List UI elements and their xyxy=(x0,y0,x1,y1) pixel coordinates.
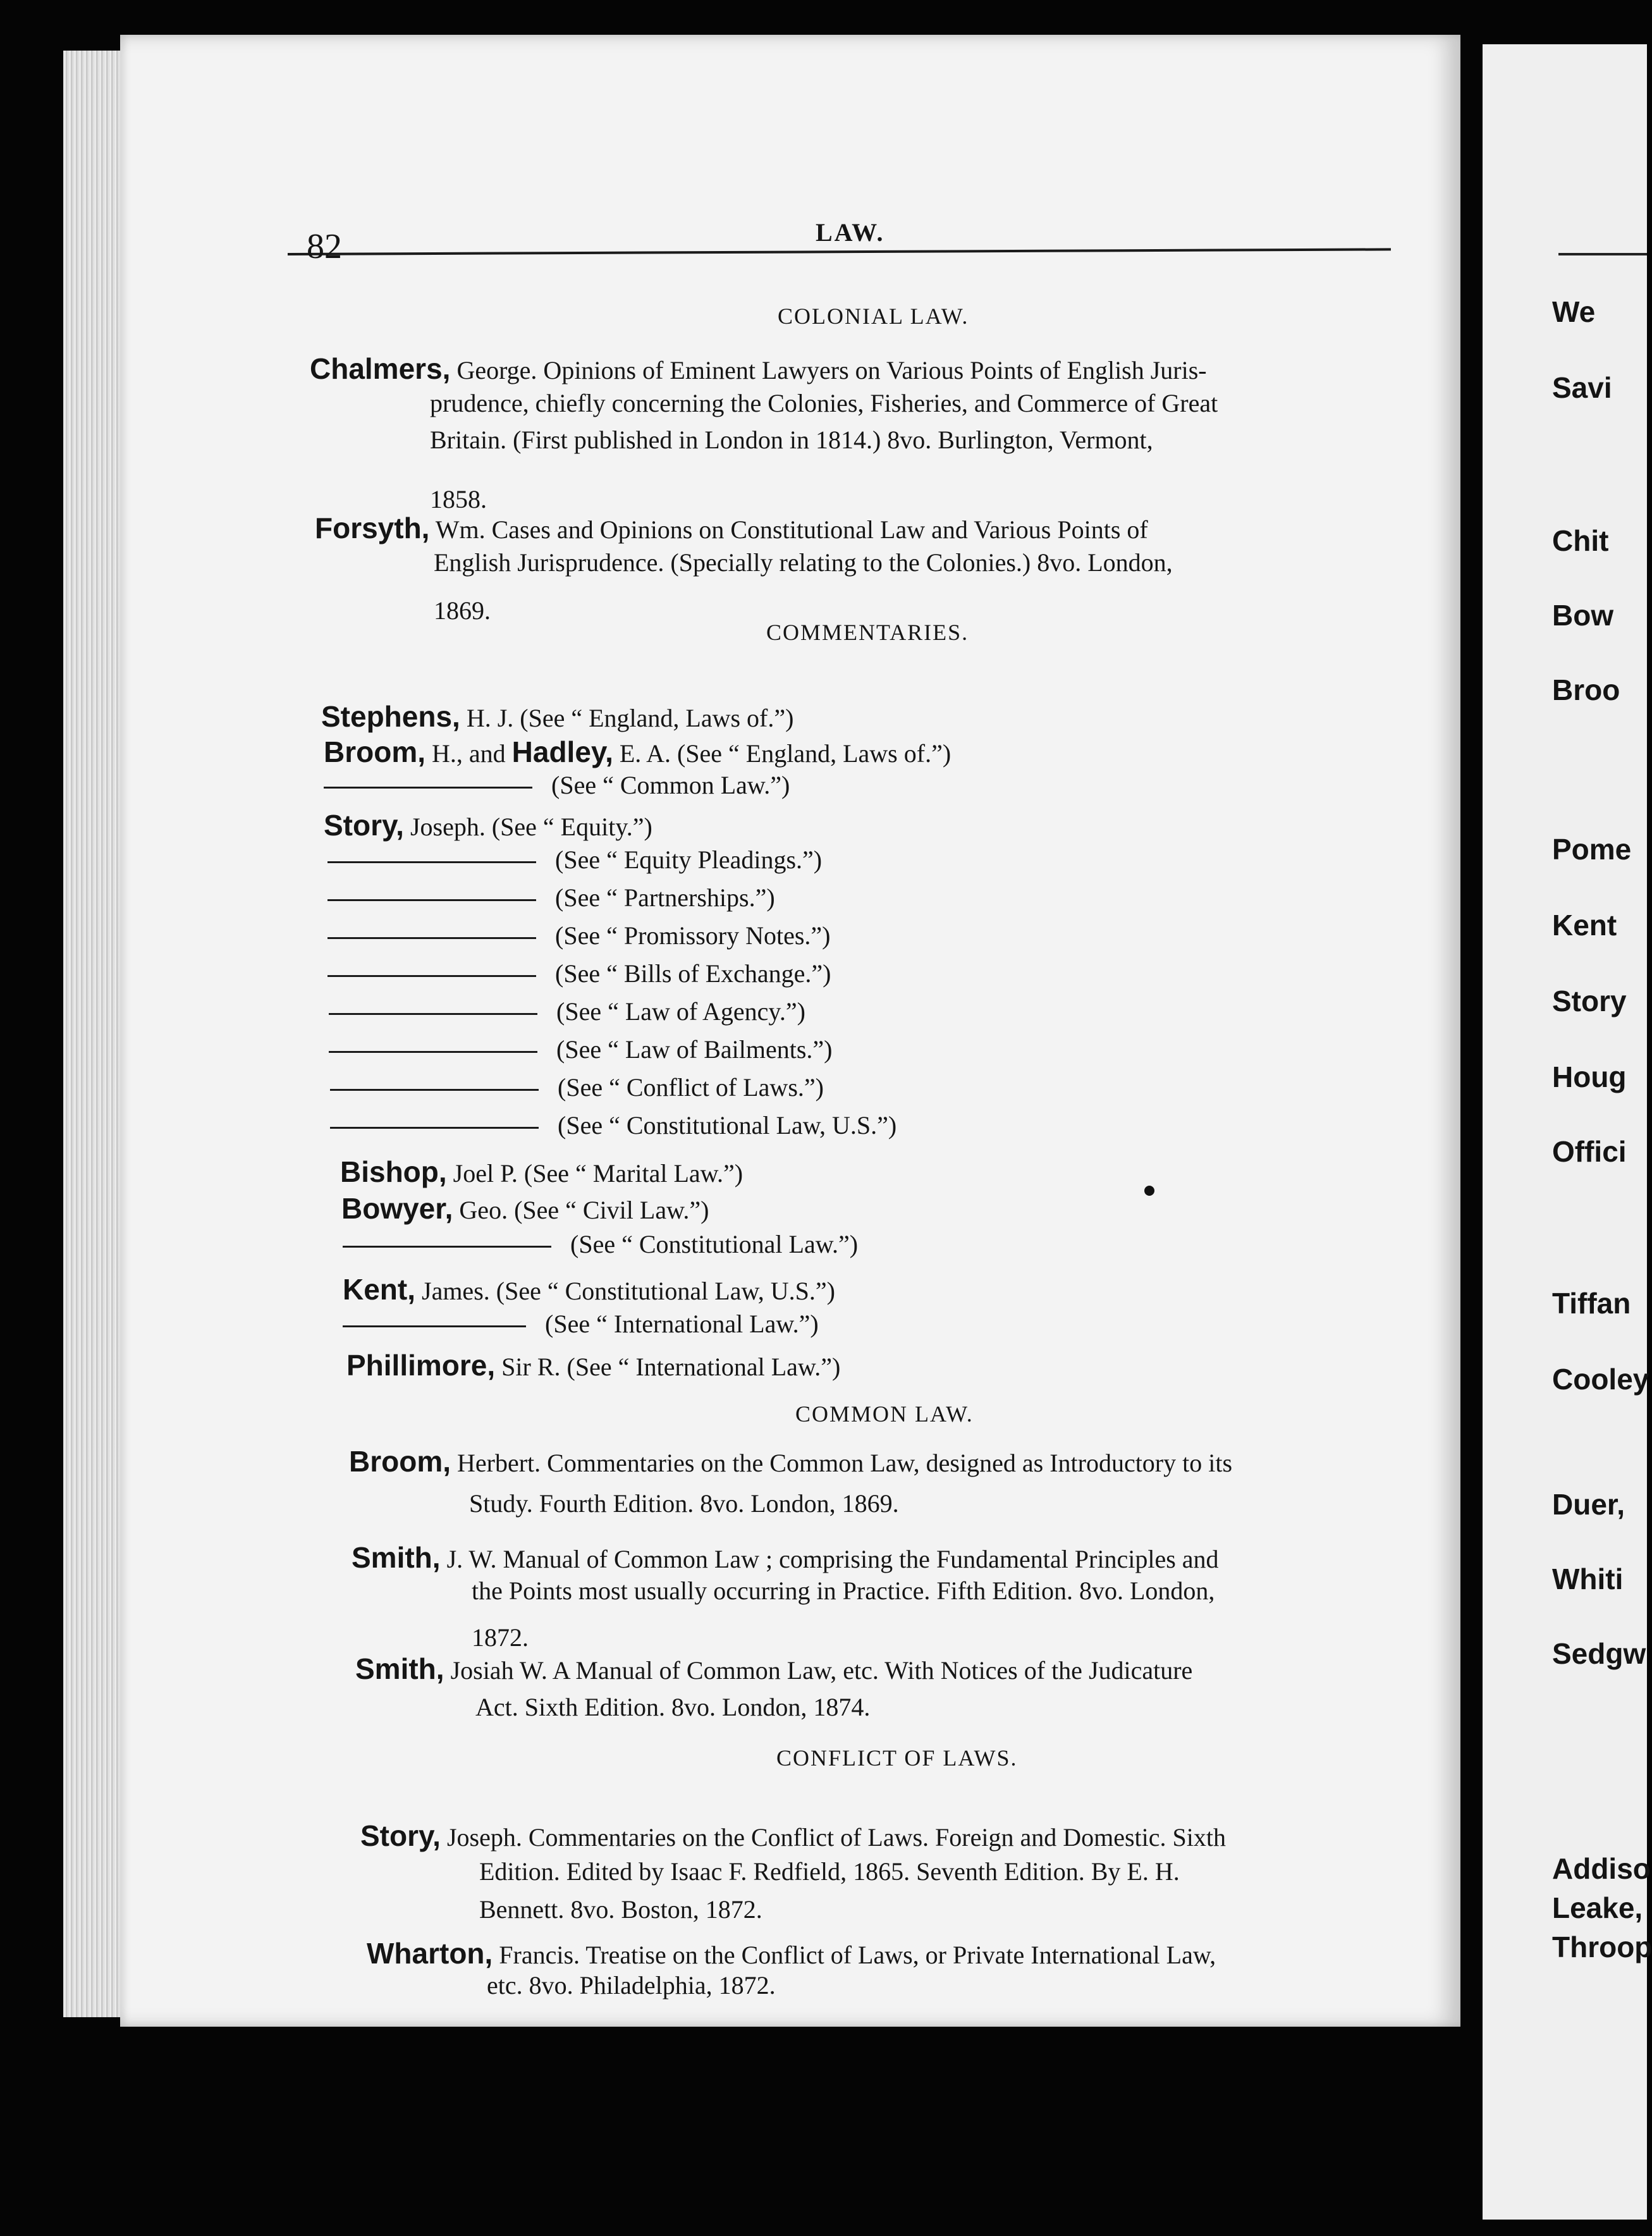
entry-story: Story, Joseph. Commentaries on the Conflict of Laws. Foreign and Domestic. Sixth xyxy=(360,1819,1227,1852)
facing-page-word: Tiffan xyxy=(1552,1287,1631,1320)
section-heading-common-law: COMMON LAW. xyxy=(795,1401,974,1427)
author-name: Bishop, xyxy=(340,1155,447,1188)
page-edges xyxy=(63,51,126,2017)
entry-smith-jw: Smith, J. W. Manual of Common Law ; comprising the Fundamental Principles and xyxy=(352,1541,1219,1574)
page-number: 82 xyxy=(307,227,342,266)
facing-page-word: Leake, xyxy=(1552,1891,1643,1924)
entry-smith-josiah: Smith, Josiah W. A Manual of Common Law, etc. With Notices of the Judicature xyxy=(355,1652,1193,1685)
book-page xyxy=(120,35,1460,2027)
entry-line: prudence, chiefly concerning the Colonies, Fisheries, and Commerce of Great xyxy=(430,389,1218,417)
commentary-line: (See “ Promissory Notes.”) xyxy=(327,923,830,949)
author-name: Chalmers, xyxy=(310,352,451,385)
commentary-line: Bowyer, Geo. (See “ Civil Law.”) xyxy=(341,1192,709,1225)
commentary-line: Broom, H., and Hadley, E. A. (See “ England, Laws of.”) xyxy=(324,735,951,768)
commentary-line: (See “ Constitutional Law, U.S.”) xyxy=(330,1113,896,1138)
running-head: LAW. xyxy=(816,218,885,247)
commentary-line: (See “ Law of Agency.”) xyxy=(329,999,805,1024)
ditto-rule xyxy=(330,1089,539,1091)
author-name: Smith, xyxy=(355,1652,444,1685)
facing-page xyxy=(1483,44,1652,2220)
author-name: Phillimore, xyxy=(346,1349,496,1382)
section-heading-commentaries: COMMENTARIES. xyxy=(766,620,969,645)
entry-chalmers: Chalmers, George. Opinions of Eminent Lawyers on Various Points of English Juris- xyxy=(310,352,1207,385)
ditto-rule xyxy=(324,787,532,789)
author-name: Hadley, xyxy=(511,735,613,768)
entry-broom: Broom, Herbert. Commentaries on the Common Law, designed as Introductory to its xyxy=(349,1445,1233,1478)
facing-page-word: Throop xyxy=(1552,1931,1652,1963)
ditto-rule xyxy=(327,899,536,901)
author-name: Smith, xyxy=(352,1541,441,1574)
facing-page-rule xyxy=(1558,253,1647,255)
facing-page-word: We xyxy=(1552,295,1596,328)
author-name: Bowyer, xyxy=(341,1192,453,1225)
author-name: Broom, xyxy=(324,735,425,768)
entry-line: 1872. xyxy=(472,1623,529,1652)
facing-page-word: Sedgw xyxy=(1552,1637,1646,1670)
entry-line: Britain. (First published in London in 1814.) 8vo. Burlington, Vermont, xyxy=(430,426,1153,454)
commentary-line: (See “ Common Law.”) xyxy=(324,773,790,798)
ditto-rule xyxy=(329,1013,537,1015)
ditto-rule xyxy=(327,861,536,863)
ink-smudge xyxy=(1144,1186,1154,1196)
entry-line: Edition. Edited by Isaac F. Redfield, 1865. Seventh Edition. By E. H. xyxy=(479,1857,1180,1886)
facing-page-word: Addiso xyxy=(1552,1852,1651,1885)
author-name: Forsyth, xyxy=(315,512,430,544)
commentary-line: (See “ Bills of Exchange.”) xyxy=(327,961,831,986)
commentary-line: (See “ International Law.”) xyxy=(343,1312,819,1337)
commentary-line: Story, Joseph. (See “ Equity.”) xyxy=(324,809,652,842)
ditto-rule xyxy=(327,975,536,977)
entry-line: Study. Fourth Edition. 8vo. London, 1869. xyxy=(469,1489,899,1518)
section-heading-conflict-of-laws: CONFLICT OF LAWS. xyxy=(776,1745,1018,1771)
commentary-line: (See “ Constitutional Law.”) xyxy=(343,1232,858,1257)
entry-line: Bennett. 8vo. Boston, 1872. xyxy=(479,1895,762,1924)
commentary-line: Kent, James. (See “ Constitutional Law, U.S.”) xyxy=(343,1273,835,1306)
facing-page-word: Houg xyxy=(1552,1060,1627,1093)
facing-page-word: Cooley xyxy=(1552,1363,1649,1396)
ditto-rule xyxy=(327,937,536,939)
commentary-line: (See “ Equity Pleadings.”) xyxy=(327,847,822,873)
entry-line: English Jurisprudence. (Specially relating to the Colonies.) 8vo. London, xyxy=(434,548,1173,577)
entry-line: 1869. xyxy=(434,596,491,625)
entry-wharton: Wharton, Francis. Treatise on the Conflict of Laws, or Private International Law, xyxy=(367,1937,1216,1970)
facing-page-word: Savi xyxy=(1552,371,1612,404)
commentary-line: Bishop, Joel P. (See “ Marital Law.”) xyxy=(340,1155,743,1188)
commentary-line: (See “ Conflict of Laws.”) xyxy=(330,1075,824,1100)
author-name: Story, xyxy=(360,1819,441,1852)
facing-page-word: Story xyxy=(1552,985,1627,1017)
ditto-rule xyxy=(343,1325,526,1327)
author-name: Stephens, xyxy=(321,700,460,733)
entry-line: Act. Sixth Edition. 8vo. London, 1874. xyxy=(475,1693,871,1721)
ditto-rule xyxy=(330,1127,539,1129)
entry-line: the Points most usually occurring in Practice. Fifth Edition. 8vo. London, xyxy=(472,1576,1215,1605)
facing-page-word: Duer, xyxy=(1552,1488,1625,1521)
entry-forsyth: Forsyth, Wm. Cases and Opinions on Constitutional Law and Various Points of xyxy=(315,512,1148,544)
facing-page-word: Pome xyxy=(1552,833,1632,866)
entry-line: etc. 8vo. Philadelphia, 1872. xyxy=(487,1971,776,2000)
facing-page-word: Kent xyxy=(1552,909,1617,942)
facing-page-word: Offici xyxy=(1552,1135,1627,1168)
commentary-line: Stephens, H. J. (See “ England, Laws of.”) xyxy=(321,700,794,733)
commentary-line: Phillimore, Sir R. (See “ International Law.”) xyxy=(346,1349,841,1382)
author-name: Wharton, xyxy=(367,1937,493,1970)
facing-page-word: Chit xyxy=(1552,524,1609,557)
facing-page-word: Whiti xyxy=(1552,1563,1624,1595)
ditto-rule xyxy=(343,1246,551,1248)
facing-page-word: Bow xyxy=(1552,599,1614,632)
commentary-line: (See “ Partnerships.”) xyxy=(327,885,775,911)
section-heading-colonial-law: COLONIAL LAW. xyxy=(778,304,969,329)
entry-line: 1858. xyxy=(430,485,487,513)
commentary-line: (See “ Law of Bailments.”) xyxy=(329,1037,833,1062)
facing-page-word: Broo xyxy=(1552,673,1620,706)
author-name: Kent, xyxy=(343,1273,415,1306)
author-name: Story, xyxy=(324,809,404,842)
author-name: Broom, xyxy=(349,1445,451,1478)
ditto-rule xyxy=(329,1051,537,1053)
